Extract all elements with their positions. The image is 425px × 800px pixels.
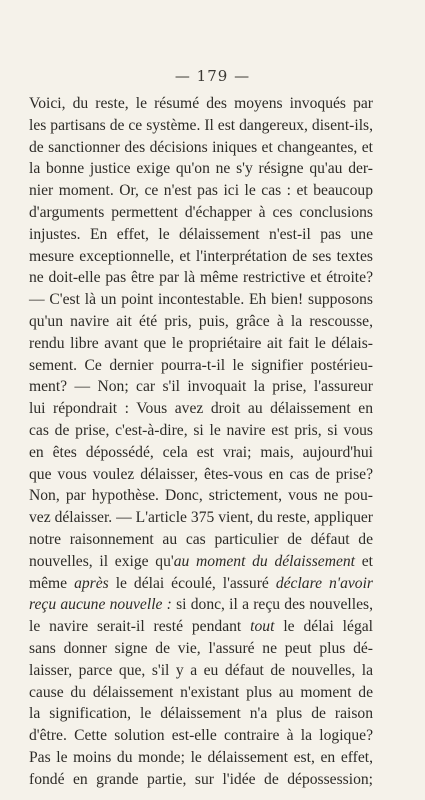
- text-span: sans donner signe de vie, l'assuré ne peut plus dé-: [29, 639, 373, 657]
- text-span: le délai légal: [274, 618, 373, 636]
- text-line: [29, 137, 373, 159]
- text-span: le délai écoulé, l'assuré: [108, 574, 276, 592]
- text-line: [29, 376, 373, 398]
- text-line: [29, 551, 373, 573]
- text-line: [29, 769, 373, 791]
- text-line: [29, 703, 373, 725]
- text-span: et: [355, 552, 374, 570]
- text-line: [29, 507, 373, 529]
- text-span: la bonne justice exige qu'on ne s'y résigne qu'au der-: [29, 160, 373, 178]
- text-line: [29, 180, 373, 202]
- text-line: [29, 115, 373, 137]
- text-span: ment? — Non; car s'il invoquait la prise, l'assureur: [29, 378, 373, 396]
- text-span: d'être. Cette solution est-elle contraire à la logique?: [29, 727, 373, 745]
- text-line: [29, 355, 373, 377]
- text-line: [29, 660, 373, 682]
- text-span: même: [29, 574, 75, 592]
- text-span: injustes. En effet, le délaissement n'est-il pas une: [29, 225, 373, 243]
- text-span: rendu libre avant que le propriétaire ait fait le délais-: [29, 334, 373, 352]
- text-line: [29, 202, 373, 224]
- text-line: [29, 311, 373, 333]
- text-span: laisser, parce que, s'il y a eu défaut de nouvelles, la: [29, 661, 373, 679]
- text-span: notre raisonnement au cas particulier de défaut de: [29, 530, 373, 548]
- text-line: [29, 638, 373, 660]
- text-line: [29, 485, 373, 507]
- text-span: Voici, du reste, le résumé des moyens invoqués par: [29, 95, 373, 112]
- page-number: — 179 —: [174, 67, 251, 85]
- text-span: vez délaisser. — L'article 375 vient, du reste, appliquer: [29, 509, 373, 527]
- text-span: que vous voulez délaisser, êtes-vous en cas de prise?: [29, 465, 373, 483]
- text-line: [29, 747, 373, 769]
- text-line: [29, 93, 373, 115]
- text-span: cause du délaissement n'existant plus au moment de: [29, 683, 373, 701]
- text-span: fondé en grande partie, sur l'idée de dépossession;: [29, 770, 373, 788]
- text-span: cas de prise, c'est-à-dire, si le navire est pris, si vous: [29, 421, 373, 439]
- text-span: le navire serait-il resté pendant: [29, 618, 251, 636]
- text-line: [29, 420, 373, 442]
- text-span: les partisans de ce système. Il est dangereux, disent-ils,: [29, 116, 373, 134]
- italic-text: déclare n'avoir: [275, 574, 374, 592]
- italic-text: après: [74, 574, 109, 592]
- text-span: Pas le moins du monde; le délaissement est, en effet,: [29, 748, 373, 766]
- text-span: en êtes dépossédé, cela est vrai; mais, aujourd'hui: [29, 443, 373, 461]
- text-span: nouvelles, il exige qu': [29, 552, 174, 570]
- text-line: [29, 442, 373, 464]
- italic-text: tout: [250, 618, 275, 636]
- text-line: [29, 529, 373, 551]
- text-span: sement. Ce dernier pourra-t-il le signifier postérieu-: [29, 356, 373, 374]
- text-line: [29, 158, 373, 180]
- text-span: Non, par hypothèse. Donc, strictement, vous ne pou-: [29, 487, 373, 505]
- text-span: d'arguments permettent d'échapper à ces conclusions: [29, 203, 373, 221]
- text-line: [29, 224, 373, 246]
- text-line: [29, 333, 373, 355]
- text-line: [29, 573, 373, 595]
- text-line: [29, 594, 373, 616]
- text-line: [29, 725, 373, 747]
- body-text: [29, 93, 373, 791]
- text-line: [29, 398, 373, 420]
- text-span: lui répondrait : Vous avez droit au délaissement en: [29, 400, 373, 418]
- italic-text: reçu aucune nouvelle :: [29, 596, 172, 614]
- text-span: si donc, il a reçu des nouvelles,: [171, 596, 373, 614]
- text-line: [29, 616, 373, 638]
- text-span: ne doit-elle pas être par là même restrictive et étroite?: [29, 269, 373, 287]
- text-span: nier moment. Or, ce n'est pas ici le cas : et beaucoup: [29, 182, 373, 200]
- text-line: [29, 267, 373, 289]
- text-line: [29, 682, 373, 704]
- italic-text: au moment du délaissement: [173, 552, 356, 570]
- text-span: — C'est là un point incontestable. Eh bien! supposons: [29, 291, 373, 309]
- text-line: [29, 464, 373, 486]
- text-line: [29, 289, 373, 311]
- text-span: la signification, le délaissement n'a plus de raison: [29, 705, 373, 723]
- text-span: qu'un navire ait été pris, puis, grâce à la rescousse,: [29, 312, 373, 330]
- text-span: de sanctionner des décisions iniques et changeantes, et: [29, 138, 373, 156]
- text-span: mesure exceptionnelle, et l'interprétation de ses textes: [29, 247, 373, 265]
- text-line: [29, 246, 373, 268]
